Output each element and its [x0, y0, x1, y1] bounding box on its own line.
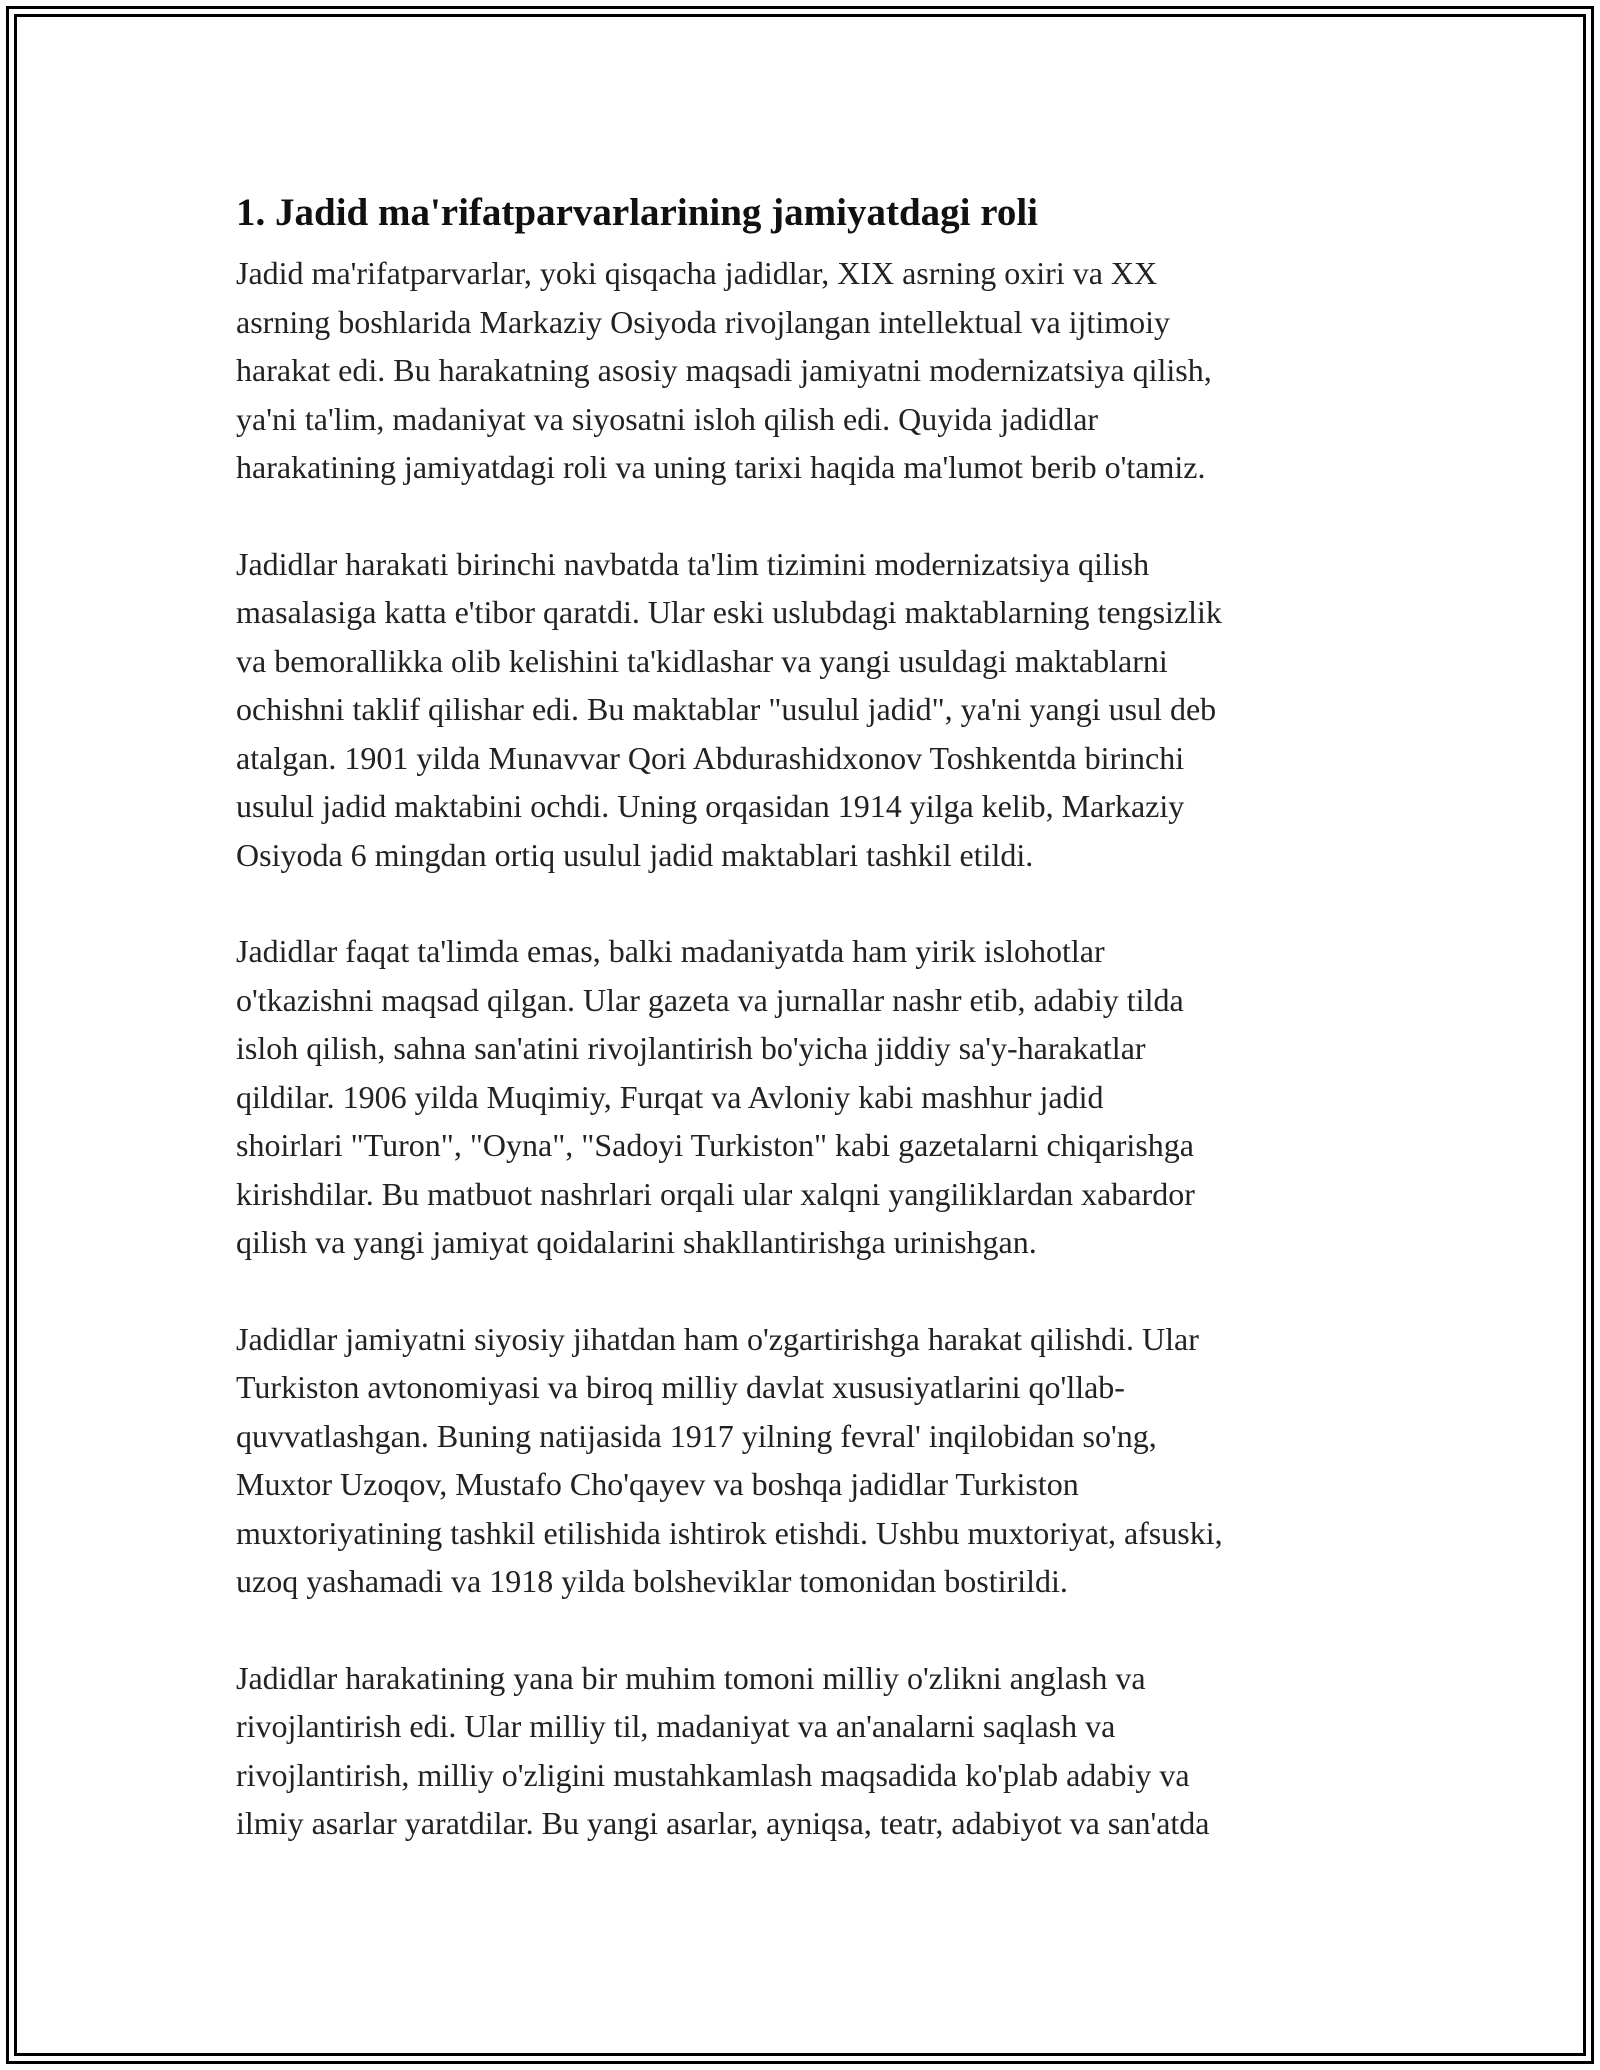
paragraph [236, 249, 1376, 492]
paragraph [236, 1654, 1376, 1848]
paragraph-line: qilish va yangi jamiyat qoidalarini shakllantirishga urinishgan. [236, 1224, 1037, 1260]
paragraph-line: asrning boshlarida Markaziy Osiyoda rivojlangan intellektual va ijtimoiy [236, 303, 1170, 340]
paragraph-line: rivojlantirish edi. Ular milliy til, madaniyat va an'analarni saqlash va [236, 1708, 1116, 1744]
paragraph-line: ochishni taklif qilishar edi. Bu maktablar "usulul jadid", ya'ni yangi usul deb [236, 691, 1217, 727]
paragraph-line: ilmiy asarlar yaratdilar. Bu yangi asarlar, ayniqsa, teatr, adabiyot va san'atda [236, 1805, 1210, 1841]
document-page [236, 185, 1376, 1896]
paragraph-line: masalasiga katta e'tibor qaratdi. Ular eski uslubdagi maktablarning tengsizlik [236, 594, 1222, 630]
document-title: 1. Jadid ma'rifatparvarlarining jamiyatdagi roli [236, 191, 1039, 234]
paragraph-line: Muxtor Uzoqov, Mustafo Cho'qayev va boshqa jadidlar Turkiston [236, 1466, 1079, 1502]
paragraph-line: qildilar. 1906 yilda Muqimiy, Furqat va Avloniy kabi mashhur jadid [236, 1078, 1104, 1115]
paragraph-line: quvvatlashgan. Buning natijasida 1917 yilning fevral' inqilobidan so'ng, [236, 1417, 1157, 1454]
paragraph-line: kirishdilar. Bu matbuot nashrlari orqali ular xalqni yangiliklardan xabardor [236, 1175, 1195, 1212]
paragraph-line: atalgan. 1901 yilda Munavvar Qori Abdurashidxonov Toshkentda birinchi [236, 739, 1185, 776]
paragraph-line: Osiyoda 6 mingdan ortiq usulul jadid maktablari tashkil etildi. [236, 836, 1034, 873]
paragraph-line: va bemorallikka olib kelishini ta'kidlashar va yangi usuldagi maktablarni [236, 642, 1168, 679]
paragraph-line: uzoq yashamadi va 1918 yilda bolsheviklar tomonidan bostirildi. [236, 1563, 1068, 1599]
paragraph-line: Jadidlar harakati birinchi navbatda ta'lim tizimini modernizatsiya qilish [236, 545, 1150, 582]
paragraph-line: muxtoriyatining tashkil etilishida ishtirok etishdi. Ushbu muxtoriyat, afsuski, [236, 1514, 1223, 1551]
paragraph-line: rivojlantirish, milliy o'zligini mustahkamlash maqsadida ko'plab adabiy va [236, 1756, 1190, 1793]
paragraph-line: ya'ni ta'lim, madaniyat va siyosatni isloh qilish edi. Quyida jadidlar [236, 400, 1099, 437]
paragraph-line: Jadidlar faqat ta'limda emas, balki madaniyatda ham yirik islohotlar [236, 933, 1105, 969]
paragraph-line: harakatining jamiyatdagi roli va uning tarixi haqida ma'lumot berib o'tamiz. [236, 449, 1206, 485]
paragraph [236, 927, 1376, 1267]
paragraph-line: Jadidlar harakatining yana bir muhim tomoni milliy o'zlikni anglash va [236, 1659, 1146, 1696]
paragraph [236, 1315, 1376, 1606]
paragraph-line: Jadidlar jamiyatni siyosiy jihatdan ham o'zgartirishga harakat qilishdi. Ular [236, 1320, 1199, 1357]
paragraph-line: Turkiston avtonomiyasi va biroq milliy davlat xususiyatlarini qo'llab- [236, 1369, 1125, 1405]
paragraph-line: o'tkazishni maqsad qilgan. Ular gazeta va jurnallar nashr etib, adabiy tilda [236, 981, 1184, 1018]
paragraph-line: usulul jadid maktabini ochdi. Uning orqasidan 1914 yilga kelib, Markaziy [236, 788, 1185, 824]
paragraph-line: Jadid ma'rifatparvarlar, yoki qisqacha jadidlar, XIX asrning oxiri va XX [236, 255, 1158, 291]
paragraph-line: isloh qilish, sahna san'atini rivojlantirish bo'yicha jiddiy sa'y-harakatlar [236, 1030, 1146, 1066]
paragraph-line: harakat edi. Bu harakatning asosiy maqsadi jamiyatni modernizatsiya qilish, [236, 352, 1212, 388]
paragraph [236, 540, 1376, 880]
paragraph-line: shoirlari "Turon", "Oyna", "Sadoyi Turkiston" kabi gazetalarni chiqarishga [236, 1127, 1194, 1163]
document-body [236, 249, 1376, 1848]
